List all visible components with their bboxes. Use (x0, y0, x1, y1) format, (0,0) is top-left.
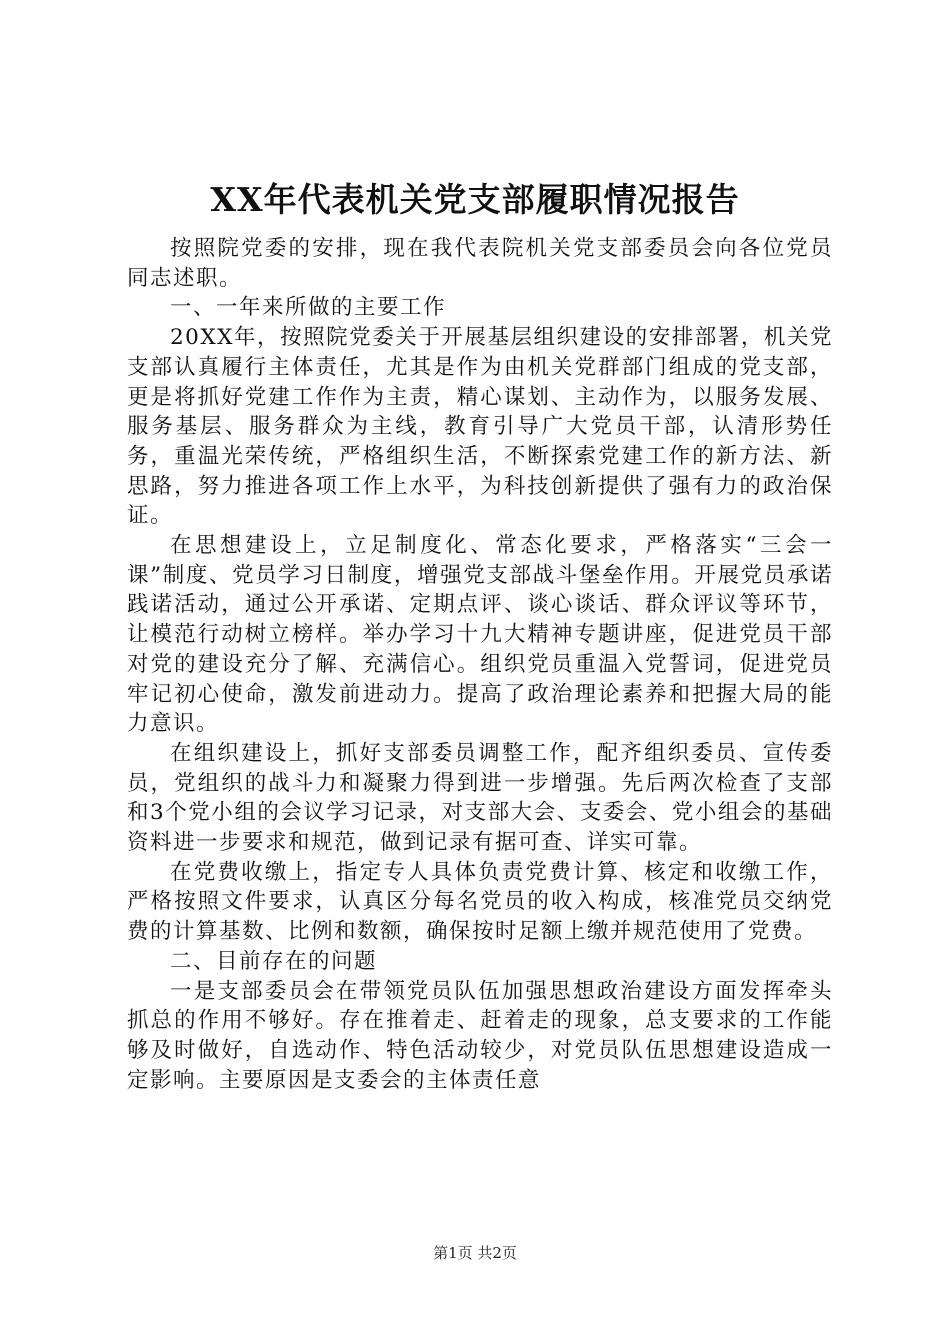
document-body (127, 234, 833, 1095)
party-dues-paragraph: 在党费收缴上，指定专人具体负责党费计算、核定和收缴工作，严格按照文件要求，认真区分每名党员的收入构成，核准党员交纳党费的计算基数、比例和数额，确保按时足额上缴并规范使用了党费。 (127, 859, 833, 945)
page-number-footer: 第1页 共2页 (433, 1244, 517, 1262)
intro-paragraph: 按照院党委的安排，现在我代表院机关党支部委员会向各位党员同志述职。 (127, 236, 833, 291)
document-title: XX年代表机关党支部履职情况报告 (210, 180, 740, 219)
section-heading-1: 一、一年来所做的主要工作 (170, 295, 447, 321)
organizational-building-paragraph: 在组织建设上，抓好支部委员调整工作，配齐组织委员、宣传委员，党组织的战斗力和凝聚力得到进一步增强。先后两次检查了支部和3个党小组的会议学习记录，对支部大会、支委会、党小组会的基础资料进一步要求和规范，做到记录有据可查、详实可靠。 (127, 740, 833, 856)
section-heading-2: 二、目前存在的问题 (170, 948, 378, 974)
work-summary-paragraph: 20XX年，按照院党委关于开展基层组织建设的安排部署，机关党支部认真履行主体责任，尤其是作为由机关党群部门组成的党支部，更是将抓好党建工作作为主责，精心谋划、主动作为，以服务发展、服务基层、服务群众为主线，教育引导广大党员干部，认清形势任务，重温光荣传统，严格组织生活，不断探索党建工作的新方法、新思路，努力推进各项工作上水平，为科技创新提供了强有力的政治保证。 (127, 325, 833, 529)
ideological-building-paragraph: 在思想建设上，立足制度化、常态化要求，严格落实“三会一课”制度、党员学习日制度，增强党支部战斗堡垒作用。开展党员承诺践诺活动，通过公开承诺、定期点评、谈心谈话、群众评议等环节，让模范行动树立榜样。举办学习十九大精神专题讲座，促进党员干部对党的建设充分了解、充满信心。组织党员重温入党誓词，促进党员牢记初心使命，激发前进动力。提高了政治理论素养和把握大局的能力意识。 (127, 533, 833, 737)
problems-paragraph: 一是支部委员会在带领党员队伍加强思想政治建设方面发挥牵头抓总的作用不够好。存在推着走、赶着走的现象，总支要求的工作能够及时做好，自选动作、特色活动较少，对党员队伍思想建设造成一定影响。主要原因是支委会的主体责任意 (127, 978, 833, 1093)
